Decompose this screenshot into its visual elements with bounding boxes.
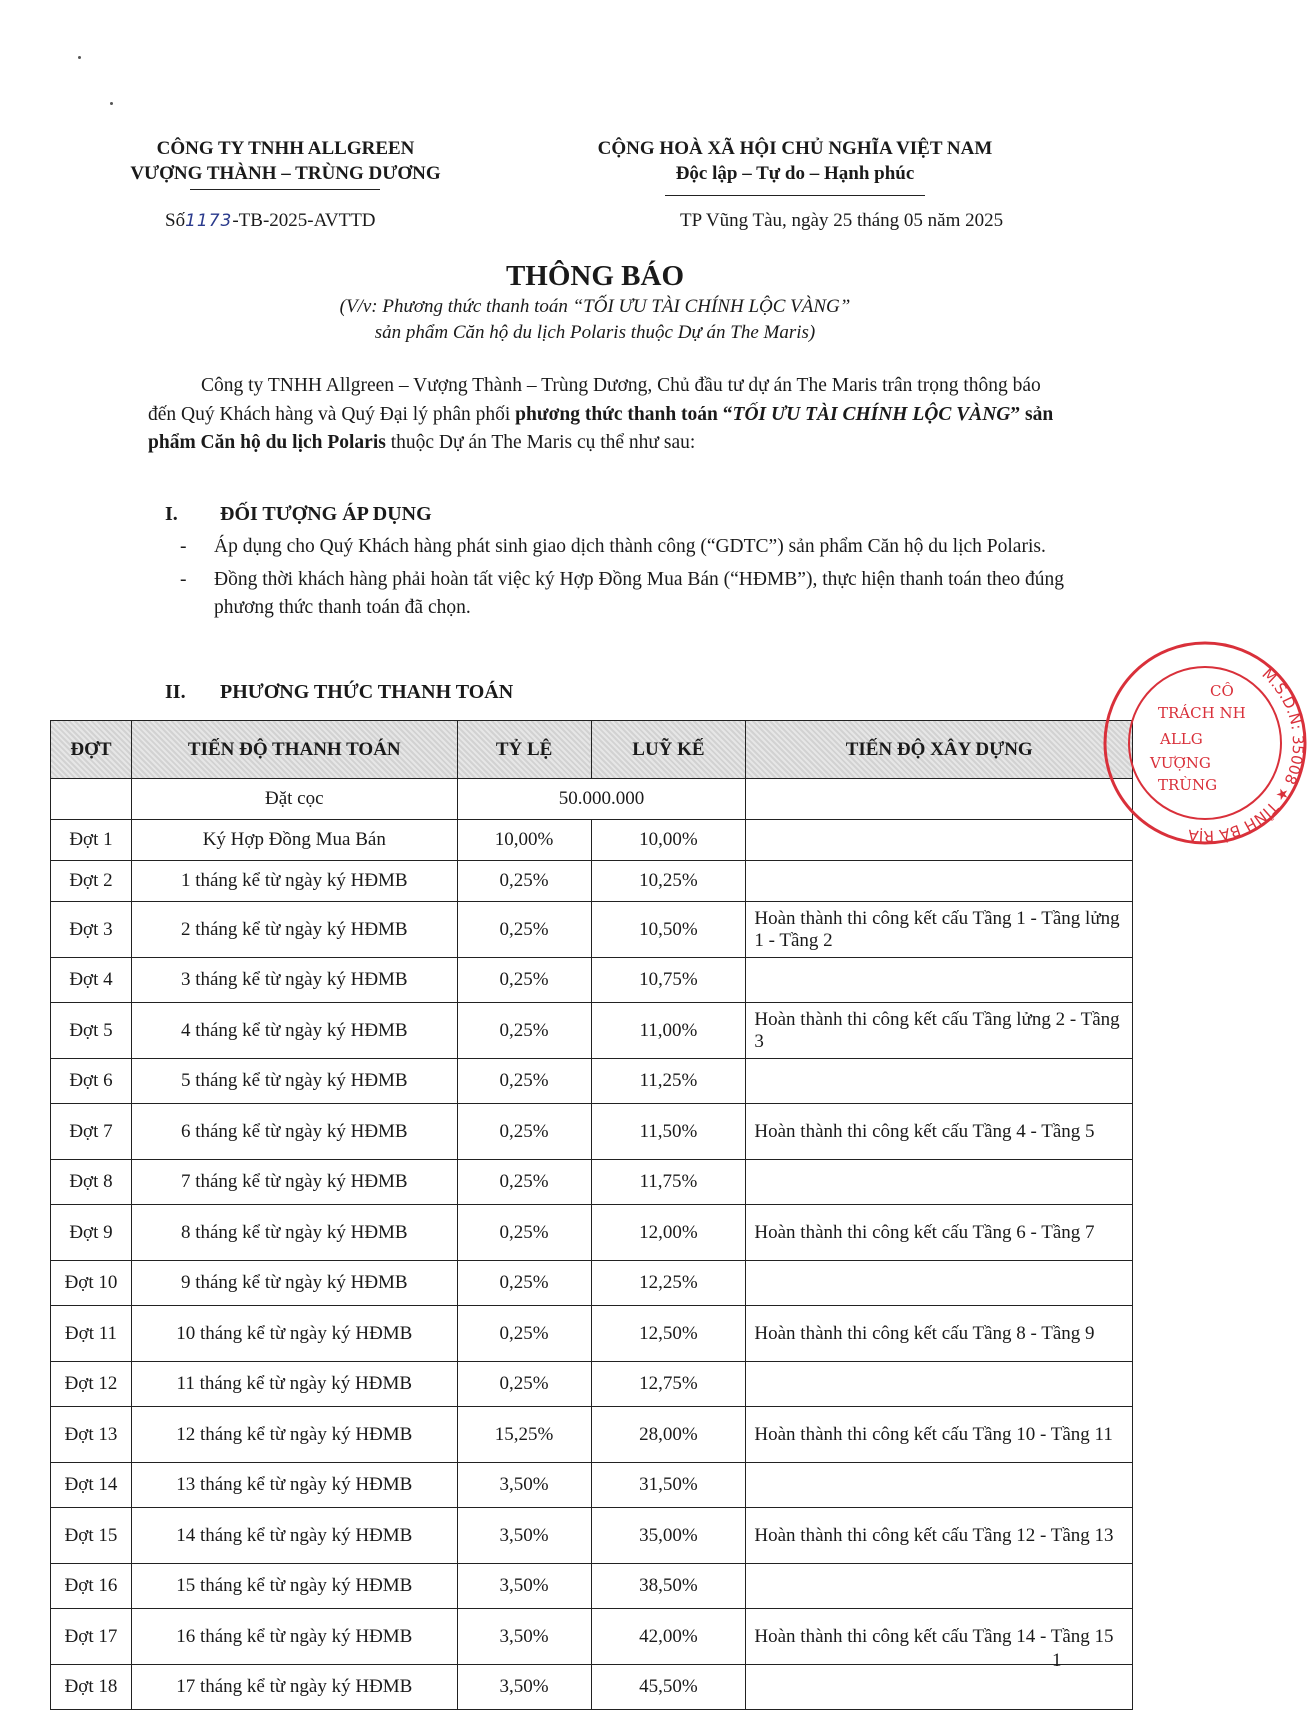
deposit-row: [51, 779, 1133, 820]
table-row: [51, 1306, 1133, 1362]
company-line2: VƯỢNG THÀNH – TRÙNG DƯƠNG: [130, 163, 441, 184]
cell-xay-dung: Hoàn thành thi công kết cấu Tầng 14 - Tầng 15: [746, 1609, 1133, 1665]
cell-tien-do: 5 tháng kể từ ngày ký HĐMB: [131, 1059, 457, 1104]
company-name: [88, 136, 483, 186]
table-row: [51, 1261, 1133, 1306]
cell-tien-do: 11 tháng kể từ ngày ký HĐMB: [131, 1362, 457, 1407]
cell-tien-do: 1 tháng kể từ ngày ký HĐMB: [131, 861, 457, 902]
scan-speck: [78, 56, 81, 59]
subtitle-line2: sản phẩm Căn hộ du lịch Polaris thuộc Dự án The Maris): [374, 322, 816, 343]
cell-dot: Đợt 5: [51, 1003, 132, 1059]
cell-dot: Đợt 8: [51, 1160, 132, 1205]
cell-dot: Đợt 10: [51, 1261, 132, 1306]
company-line1: CÔNG TY TNHH ALLGREEN: [156, 138, 415, 159]
cell-tien-do: Ký Hợp Đồng Mua Bán: [131, 820, 457, 861]
header-tien-do-xay-dung: TIẾN ĐỘ XÂY DỰNG: [746, 721, 1133, 779]
cell-tien-do: 7 tháng kể từ ngày ký HĐMB: [131, 1160, 457, 1205]
bullet-item: [180, 533, 1080, 562]
cell-ty-le: 10,00%: [457, 820, 591, 861]
cell-ty-le: 0,25%: [457, 1104, 591, 1160]
intro-text: Công ty TNHH Allgreen – Vượng Thành – Trùng Dương, Chủ đầu tư dự án The Maris trân trọng thông báo đến Quý Khách hàng và Quý Đại lý phân phối: [148, 375, 1041, 425]
cell-dot: Đợt 14: [51, 1463, 132, 1508]
cell-luy-ke: 11,25%: [591, 1059, 746, 1104]
intro-bold-italic: TỐI ƯU TÀI CHÍNH LỘC VÀNG: [732, 403, 1011, 425]
payment-schedule-table: [50, 720, 1133, 1710]
national-header: [545, 136, 1045, 186]
cell-xay-dung: [746, 1261, 1133, 1306]
cell-tien-do: 2 tháng kể từ ngày ký HĐMB: [131, 902, 457, 958]
cell-xay-dung: [746, 1059, 1133, 1104]
subtitle-line1: (V/v: Phương thức thanh toán “TỐI ƯU TÀI CHÍNH LỘC VÀNG”: [339, 296, 851, 317]
cell-xay-dung: Hoàn thành thi công kết cấu Tầng 1 - Tầng lửng 1 - Tầng 2: [746, 902, 1133, 958]
cell-tien-do: 3 tháng kể từ ngày ký HĐMB: [131, 958, 457, 1003]
cell-luy-ke: 12,00%: [591, 1205, 746, 1261]
intro-paragraph: [148, 372, 1058, 458]
intro-bold: ” sản phẩm Căn hộ du lịch Polaris: [148, 403, 1054, 453]
place-date: TP Vũng Tàu, ngày 25 tháng 05 năm 2025: [680, 210, 1004, 231]
cell-dot: Đợt 7: [51, 1104, 132, 1160]
cell-tien-do: 17 tháng kể từ ngày ký HĐMB: [131, 1665, 457, 1710]
table-row: [51, 1665, 1133, 1710]
cell-ty-le: 3,50%: [457, 1665, 591, 1710]
cell-ty-le: 0,25%: [457, 1160, 591, 1205]
cell-dot: Đợt 15: [51, 1508, 132, 1564]
deposit-amount: 50.000.000: [457, 779, 746, 820]
cell-ty-le: 3,50%: [457, 1508, 591, 1564]
cell-tien-do: 16 tháng kể từ ngày ký HĐMB: [131, 1609, 457, 1665]
cell-luy-ke: 12,75%: [591, 1362, 746, 1407]
stamp-ring-text: M.S.D.N: 35008 ★ TỈNH BÀ RỊA: [1187, 664, 1308, 846]
svg-text:CÔ: CÔ: [1210, 682, 1234, 700]
table-row: [51, 1407, 1133, 1463]
cell-tien-do: 14 tháng kể từ ngày ký HĐMB: [131, 1508, 457, 1564]
cell-xay-dung: [746, 1362, 1133, 1407]
cell-luy-ke: 45,50%: [591, 1665, 746, 1710]
svg-text:TRÁCH NH: TRÁCH NH: [1158, 704, 1246, 722]
cell-ty-le: 0,25%: [457, 1205, 591, 1261]
cell-luy-ke: 12,25%: [591, 1261, 746, 1306]
document-number: [165, 210, 376, 232]
section-number: II.: [165, 681, 186, 703]
nation-line1: CỘNG HOÀ XÃ HỘI CHỦ NGHĨA VIỆT NAM: [597, 138, 993, 159]
cell-tien-do: 9 tháng kể từ ngày ký HĐMB: [131, 1261, 457, 1306]
doc-no-prefix: Số: [165, 210, 186, 231]
bullet-dash: -: [180, 536, 187, 557]
cell-luy-ke: 31,50%: [591, 1463, 746, 1508]
header-ty-le: TỶ LỆ: [457, 721, 591, 779]
table-row: [51, 1104, 1133, 1160]
table-row: [51, 902, 1133, 958]
cell-luy-ke: 12,50%: [591, 1306, 746, 1362]
header-tien-do-thanh-toan: TIẾN ĐỘ THANH TOÁN: [131, 721, 457, 779]
cell-luy-ke: 10,50%: [591, 902, 746, 958]
cell-luy-ke: 35,00%: [591, 1508, 746, 1564]
section-1-bullets: [180, 533, 1080, 627]
cell-ty-le: 0,25%: [457, 902, 591, 958]
section-1-heading: [165, 503, 432, 526]
cell-luy-ke: 11,75%: [591, 1160, 746, 1205]
section-title: ĐỐI TƯỢNG ÁP DỤNG: [220, 503, 432, 525]
cell-dot: Đợt 18: [51, 1665, 132, 1710]
bullet-item: [180, 566, 1080, 623]
cell-xay-dung: [746, 1463, 1133, 1508]
section-2-heading: [165, 681, 513, 704]
cell-xay-dung: Hoàn thành thi công kết cấu Tầng lửng 2 - Tầng 3: [746, 1003, 1133, 1059]
document-subtitle: [0, 294, 1190, 346]
intro-bold: phương thức thanh toán “: [515, 403, 733, 425]
cell-ty-le: 3,50%: [457, 1463, 591, 1508]
cell-ty-le: 0,25%: [457, 1306, 591, 1362]
cell-tien-do: 13 tháng kể từ ngày ký HĐMB: [131, 1463, 457, 1508]
cell-luy-ke: 11,50%: [591, 1104, 746, 1160]
table-row: [51, 1508, 1133, 1564]
table-row: [51, 1160, 1133, 1205]
cell-luy-ke: 11,00%: [591, 1003, 746, 1059]
table-cell: [51, 779, 132, 820]
motto-underline: [665, 195, 925, 196]
doc-no-handwritten: 1173: [185, 211, 233, 231]
table-row: [51, 1059, 1133, 1104]
cell-dot: Đợt 6: [51, 1059, 132, 1104]
cell-luy-ke: 42,00%: [591, 1609, 746, 1665]
cell-dot: Đợt 9: [51, 1205, 132, 1261]
cell-dot: Đợt 4: [51, 958, 132, 1003]
table-row: [51, 1463, 1133, 1508]
table-header-row: [51, 721, 1133, 779]
cell-luy-ke: 28,00%: [591, 1407, 746, 1463]
cell-ty-le: 0,25%: [457, 861, 591, 902]
doc-no-suffix: -TB-2025-AVTTD: [232, 210, 376, 231]
bullet-text: Đồng thời khách hàng phải hoàn tất việc ký Hợp Đồng Mua Bán (“HĐMB”), thực hiện thanh toán theo đúng phương thức thanh toán đã chọn.: [214, 568, 1065, 618]
section-number: I.: [165, 503, 178, 525]
cell-luy-ke: 10,75%: [591, 958, 746, 1003]
cell-tien-do: 8 tháng kể từ ngày ký HĐMB: [131, 1205, 457, 1261]
cell-xay-dung: [746, 1665, 1133, 1710]
cell-tien-do: 4 tháng kể từ ngày ký HĐMB: [131, 1003, 457, 1059]
cell-ty-le: 0,25%: [457, 1362, 591, 1407]
cell-xay-dung: Hoàn thành thi công kết cấu Tầng 4 - Tầng 5: [746, 1104, 1133, 1160]
cell-xay-dung: [746, 1160, 1133, 1205]
cell-xay-dung: Hoàn thành thi công kết cấu Tầng 12 - Tầng 13: [746, 1508, 1133, 1564]
cell-dot: Đợt 11: [51, 1306, 132, 1362]
cell-dot: Đợt 3: [51, 902, 132, 958]
cell-tien-do: 12 tháng kể từ ngày ký HĐMB: [131, 1407, 457, 1463]
cell-ty-le: 0,25%: [457, 958, 591, 1003]
table-row: [51, 1564, 1133, 1609]
nation-line2: Độc lập – Tự do – Hạnh phúc: [675, 163, 915, 184]
cell-xay-dung: Hoàn thành thi công kết cấu Tầng 8 - Tầng 9: [746, 1306, 1133, 1362]
table-row: [51, 1003, 1133, 1059]
cell-dot: Đợt 1: [51, 820, 132, 861]
cell-luy-ke: 10,00%: [591, 820, 746, 861]
intro-text: thuộc Dự án The Maris cụ thể như sau:: [385, 432, 696, 453]
table-row: [51, 1205, 1133, 1261]
cell-dot: Đợt 16: [51, 1564, 132, 1609]
cell-xay-dung: [746, 861, 1133, 902]
cell-ty-le: 0,25%: [457, 1059, 591, 1104]
cell-xay-dung: Hoàn thành thi công kết cấu Tầng 6 - Tầng 7: [746, 1205, 1133, 1261]
cell-xay-dung: [746, 820, 1133, 861]
table-cell: [746, 779, 1133, 820]
page-number: 1: [1052, 1650, 1062, 1671]
cell-luy-ke: 38,50%: [591, 1564, 746, 1609]
scan-speck: [110, 102, 113, 105]
company-underline: [190, 189, 380, 190]
document-title: THÔNG BÁO: [505, 260, 685, 292]
deposit-label: Đặt cọc: [131, 779, 457, 820]
cell-dot: Đợt 12: [51, 1362, 132, 1407]
cell-ty-le: 0,25%: [457, 1003, 591, 1059]
cell-ty-le: 3,50%: [457, 1609, 591, 1665]
bullet-text: Áp dụng cho Quý Khách hàng phát sinh giao dịch thành công (“GDTC”) sản phẩm Căn hộ du lịch Polaris.: [214, 536, 1046, 557]
section-title: PHƯƠNG THỨC THANH TOÁN: [220, 681, 514, 703]
table-row: [51, 861, 1133, 902]
cell-dot: Đợt 2: [51, 861, 132, 902]
cell-xay-dung: Hoàn thành thi công kết cấu Tầng 10 - Tầng 11: [746, 1407, 1133, 1463]
svg-text:ALLG: ALLG: [1160, 730, 1203, 748]
stamp-inner-text: [1149, 682, 1246, 794]
cell-tien-do: 10 tháng kể từ ngày ký HĐMB: [131, 1306, 457, 1362]
header-luy-ke: LUỸ KẾ: [591, 721, 746, 779]
table-row: [51, 1362, 1133, 1407]
cell-dot: Đợt 13: [51, 1407, 132, 1463]
bullet-dash: -: [180, 568, 187, 590]
company-stamp: [1100, 638, 1310, 848]
table-row: [51, 1609, 1133, 1665]
cell-ty-le: 3,50%: [457, 1564, 591, 1609]
cell-luy-ke: 10,25%: [591, 861, 746, 902]
table-row: [51, 820, 1133, 861]
table-row: [51, 958, 1133, 1003]
cell-dot: Đợt 17: [51, 1609, 132, 1665]
cell-ty-le: 0,25%: [457, 1261, 591, 1306]
cell-tien-do: 15 tháng kể từ ngày ký HĐMB: [131, 1564, 457, 1609]
header-dot: ĐỢT: [51, 721, 132, 779]
svg-text:TRÙNG: TRÙNG: [1158, 776, 1218, 794]
cell-tien-do: 6 tháng kể từ ngày ký HĐMB: [131, 1104, 457, 1160]
cell-xay-dung: [746, 958, 1133, 1003]
svg-text:VƯỢNG: VƯỢNG: [1150, 754, 1211, 772]
cell-xay-dung: [746, 1564, 1133, 1609]
cell-ty-le: 15,25%: [457, 1407, 591, 1463]
